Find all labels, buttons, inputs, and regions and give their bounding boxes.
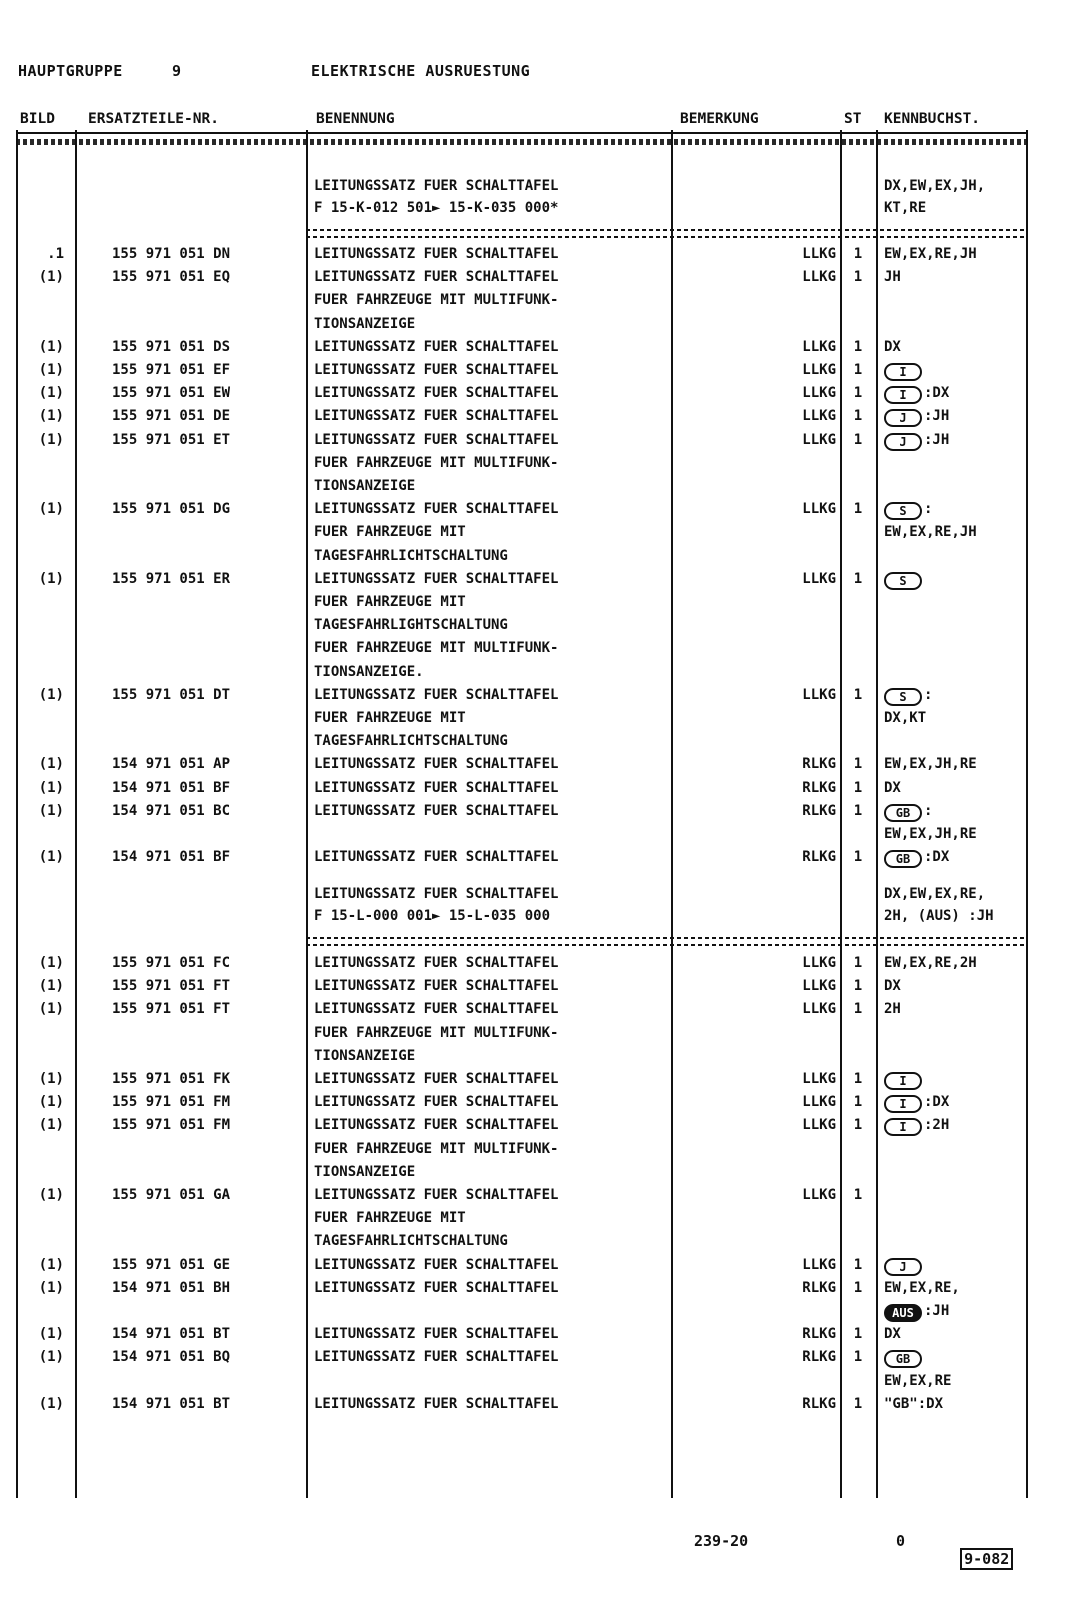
description: LEITUNGSSATZ FUER SCHALTTAFEL — [314, 1326, 559, 1343]
bild-ref: .1 — [47, 246, 64, 262]
description: LEITUNGSSATZ FUER SCHALTTAFEL — [314, 338, 559, 355]
code-cell — [884, 1394, 943, 1414]
quantity: 1 — [853, 978, 863, 995]
code-cell — [884, 1115, 949, 1136]
code-cell — [884, 1347, 924, 1368]
col-kennbuchst: KENNBUCHST. — [884, 111, 981, 127]
remark: RLKG — [802, 802, 836, 819]
code-cell — [884, 1324, 901, 1344]
bild-ref: (1) — [38, 338, 64, 355]
part-number: 155 971 051 FC — [112, 955, 231, 971]
bild-ref: (1) — [38, 1279, 64, 1296]
col-bemerkung: BEMERKUNG — [680, 111, 759, 127]
description: FUER FAHRZEUGE MIT — [314, 710, 466, 726]
description: LEITUNGSSATZ FUER SCHALTTAFEL — [314, 978, 559, 995]
code-cell — [884, 1092, 949, 1113]
code-cell — [884, 1278, 960, 1298]
description: TIONSANZEIGE — [314, 1047, 416, 1064]
quantity: 1 — [853, 1071, 863, 1087]
description: LEITUNGSSATZ FUER SCHALTTAFEL — [314, 246, 559, 262]
section-separator — [306, 937, 1028, 939]
code-cell — [884, 1255, 924, 1276]
code-letters: EW,EX,RE, — [884, 1279, 960, 1296]
part-number: 155 971 051 GE — [112, 1256, 231, 1273]
country-code-badge: J — [884, 1258, 922, 1276]
country-code-badge: I — [884, 1095, 922, 1113]
bild-ref: (1) — [38, 686, 64, 703]
code-cell — [884, 685, 932, 706]
col-line — [1026, 130, 1028, 1498]
remark: LLKG — [802, 955, 836, 971]
section-separator — [306, 229, 1028, 231]
description: LEITUNGSSATZ FUER SCHALTTAFEL — [314, 385, 559, 402]
description: LEITUNGSSATZ FUER SCHALTTAFEL — [314, 362, 559, 378]
description: LEITUNGSSATZ FUER SCHALTTAFEL — [314, 570, 559, 587]
description: LEITUNGSSATZ FUER SCHALTTAFEL — [314, 1349, 559, 1366]
country-code-badge: I — [884, 363, 922, 381]
quantity: 1 — [853, 431, 863, 448]
description: LEITUNGSSATZ FUER SCHALTTAFEL — [314, 1256, 559, 1273]
description: LEITUNGSSATZ FUER SCHALTTAFEL — [314, 501, 559, 518]
bild-ref: (1) — [38, 570, 64, 587]
description: FUER FAHRZEUGE MIT — [314, 594, 466, 610]
code-cell — [884, 337, 901, 357]
page-reference: 239-20 — [694, 1532, 749, 1550]
part-number: 154 971 051 BT — [112, 1395, 231, 1412]
bild-ref: (1) — [38, 955, 64, 971]
description: LEITUNGSSATZ FUER SCHALTTAFEL — [314, 1117, 559, 1134]
country-code-badge: GB — [884, 850, 922, 868]
part-number: 155 971 051 EQ — [112, 269, 231, 286]
quantity: 1 — [853, 1117, 863, 1134]
description: FUER FAHRZEUGE MIT — [314, 524, 466, 541]
code-letters: : — [924, 686, 933, 703]
col-line — [840, 130, 842, 1498]
remark: LLKG — [802, 338, 836, 355]
code-cell — [884, 522, 977, 542]
quantity: 1 — [853, 849, 863, 866]
part-number: 155 971 051 FM — [112, 1117, 231, 1134]
remark: LLKG — [802, 1071, 836, 1087]
bild-ref: (1) — [38, 408, 64, 425]
description: LEITUNGSSATZ FUER SCHALTTAFEL — [314, 1187, 559, 1203]
remark: RLKG — [802, 1279, 836, 1296]
code-letters: :2H — [924, 1117, 950, 1134]
quantity: 1 — [853, 408, 863, 425]
code-letters: :DX — [924, 1094, 950, 1111]
code-letters: :DX — [924, 849, 950, 866]
code-cell — [884, 430, 949, 451]
bild-ref: (1) — [38, 501, 64, 518]
remark: RLKG — [802, 1349, 836, 1366]
part-number: 154 971 051 BC — [112, 802, 231, 819]
bild-ref: (1) — [38, 849, 64, 866]
code-letters: EW,EX,RE,2H — [884, 955, 977, 971]
quantity: 1 — [853, 385, 863, 402]
section-separator — [306, 944, 1028, 946]
code-letters: EW,EX,RE,JH — [884, 246, 977, 262]
description: LEITUNGSSATZ FUER SCHALTTAFEL — [314, 1001, 559, 1018]
quantity: 1 — [853, 570, 863, 587]
code-letters: :JH — [924, 1303, 950, 1319]
remark: LLKG — [802, 1256, 836, 1273]
code-cell — [884, 1069, 924, 1090]
sheet-number: 9-082 — [960, 1548, 1013, 1570]
bild-ref: (1) — [38, 1071, 64, 1087]
bild-ref: (1) — [38, 1187, 64, 1203]
code-cell — [884, 267, 901, 287]
country-code-badge: S — [884, 572, 922, 590]
part-number: 155 971 051 EF — [112, 362, 231, 378]
code-cell — [884, 754, 977, 774]
hauptgruppe-number: 9 — [172, 62, 182, 80]
section-serial-range: F 15-K-012 501► 15-K-035 000* — [314, 200, 559, 216]
code-letters: : — [924, 501, 933, 518]
quantity: 1 — [853, 1326, 863, 1343]
remark: LLKG — [802, 686, 836, 703]
code-cell — [884, 1371, 951, 1391]
code-letters: DX — [884, 978, 901, 995]
code-cell — [884, 383, 949, 404]
part-number: 154 971 051 BF — [112, 849, 231, 866]
col-benennung: BENENNUNG — [316, 111, 395, 127]
col-line — [306, 130, 308, 1498]
code-letters: :JH — [924, 431, 950, 448]
code-letters: EW,EX,JH,RE — [884, 756, 977, 773]
country-code-badge: GB — [884, 1350, 922, 1368]
remark: LLKG — [802, 978, 836, 995]
part-number: 154 971 051 AP — [112, 756, 231, 773]
section-codes: 2H, (AUS) :JH — [884, 908, 994, 924]
part-number: 155 971 051 FM — [112, 1094, 231, 1111]
description: TAGESFAHRLICHTSCHALTUNG — [314, 547, 508, 564]
country-code-badge: S — [884, 502, 922, 520]
description: TIONSANZEIGE. — [314, 663, 424, 680]
part-number: 155 971 051 FK — [112, 1071, 231, 1087]
part-number: 155 971 051 EW — [112, 385, 231, 402]
code-letters: :JH — [924, 408, 950, 425]
code-cell — [884, 569, 924, 590]
remark: LLKG — [802, 570, 836, 587]
quantity: 1 — [853, 1187, 863, 1203]
remark: RLKG — [802, 849, 836, 866]
description: FUER FAHRZEUGE MIT MULTIFUNK- — [314, 454, 559, 471]
bild-ref: (1) — [38, 1001, 64, 1018]
description: TIONSANZEIGE — [314, 1163, 416, 1180]
part-number: 155 971 051 ET — [112, 431, 231, 448]
quantity: 1 — [853, 756, 863, 773]
section-codes: DX,EW,EX,RE, — [884, 886, 986, 902]
code-letters: : — [924, 802, 933, 819]
code-cell — [884, 976, 901, 996]
bild-ref: (1) — [38, 431, 64, 448]
code-letters: 2H — [884, 1001, 901, 1018]
description: LEITUNGSSATZ FUER SCHALTTAFEL — [314, 756, 559, 773]
remark: LLKG — [802, 246, 836, 262]
code-letters: JH — [884, 269, 901, 286]
bild-ref: (1) — [38, 1326, 64, 1343]
description: TIONSANZEIGE — [314, 478, 416, 494]
code-letters: EW,EX,RE,JH — [884, 524, 977, 541]
code-letters: DX — [884, 779, 901, 796]
bild-ref: (1) — [38, 362, 64, 378]
col-ersatzteil: ERSATZTEILE-NR. — [88, 111, 219, 127]
description: LEITUNGSSATZ FUER SCHALTTAFEL — [314, 1094, 559, 1111]
country-code-badge: I — [884, 1118, 922, 1136]
description: LEITUNGSSATZ FUER SCHALTTAFEL — [314, 1395, 559, 1412]
part-number: 155 971 051 DT — [112, 686, 231, 703]
part-number: 154 971 051 BF — [112, 779, 231, 796]
remark: LLKG — [802, 362, 836, 378]
code-letters: DX — [884, 1326, 901, 1343]
part-number: 155 971 051 DS — [112, 338, 231, 355]
remark: RLKG — [802, 1395, 836, 1412]
quantity: 1 — [853, 802, 863, 819]
description: FUER FAHRZEUGE MIT MULTIFUNK- — [314, 292, 559, 309]
quantity: 1 — [853, 1395, 863, 1412]
bild-ref: (1) — [38, 756, 64, 773]
part-number: 155 971 051 DE — [112, 408, 231, 425]
remark: LLKG — [802, 501, 836, 518]
description: LEITUNGSSATZ FUER SCHALTTAFEL — [314, 408, 559, 425]
country-code-badge: S — [884, 688, 922, 706]
code-letters: EW,EX,JH,RE — [884, 826, 977, 842]
part-number: 154 971 051 BH — [112, 1279, 231, 1296]
description: TAGESFAHRLIGHTSCHALTUNG — [314, 617, 508, 634]
description: FUER FAHRZEUGE MIT MULTIFUNK- — [314, 1140, 559, 1157]
bild-ref: (1) — [38, 385, 64, 402]
code-cell — [884, 360, 924, 381]
part-number: 154 971 051 BQ — [112, 1349, 231, 1366]
col-line — [876, 130, 878, 1498]
part-number: 155 971 051 GA — [112, 1187, 231, 1203]
code-cell — [884, 801, 932, 822]
quantity: 1 — [853, 269, 863, 286]
description: FUER FAHRZEUGE MIT MULTIFUNK- — [314, 1024, 559, 1041]
bild-ref: (1) — [38, 269, 64, 286]
page-title: ELEKTRISCHE AUSRUESTUNG — [311, 62, 531, 80]
code-letters: DX — [884, 338, 901, 355]
bild-ref: (1) — [38, 802, 64, 819]
remark: LLKG — [802, 408, 836, 425]
part-number: 154 971 051 BT — [112, 1326, 231, 1343]
quantity: 1 — [853, 1001, 863, 1018]
description: LEITUNGSSATZ FUER SCHALTTAFEL — [314, 686, 559, 703]
section-codes: DX,EW,EX,JH, — [884, 178, 986, 194]
col-st: ST — [844, 111, 862, 127]
quantity: 1 — [853, 1349, 863, 1366]
col-line — [671, 130, 673, 1498]
description: LEITUNGSSATZ FUER SCHALTTAFEL — [314, 955, 559, 971]
description: FUER FAHRZEUGE MIT MULTIFUNK- — [314, 640, 559, 657]
section-separator — [306, 236, 1028, 238]
code-cell — [884, 847, 949, 868]
part-number: 155 971 051 FT — [112, 978, 231, 995]
remark: LLKG — [802, 431, 836, 448]
remark: RLKG — [802, 1326, 836, 1343]
hauptgruppe-label: HAUPTGRUPPE — [18, 62, 123, 80]
code-cell — [884, 406, 949, 427]
description: LEITUNGSSATZ FUER SCHALTTAFEL — [314, 1071, 559, 1087]
bild-ref: (1) — [38, 1094, 64, 1111]
country-code-badge: GB — [884, 804, 922, 822]
description: LEITUNGSSATZ FUER SCHALTTAFEL — [314, 849, 559, 866]
col-line — [16, 130, 18, 1498]
quantity: 1 — [853, 1256, 863, 1273]
quantity: 1 — [853, 686, 863, 703]
description: TIONSANZEIGE — [314, 315, 416, 332]
country-code-badge: J — [884, 433, 922, 451]
quantity: 1 — [853, 1279, 863, 1296]
section-serial-range: F 15-L-000 001► 15-L-035 000 — [314, 908, 551, 924]
part-number: 155 971 051 DG — [112, 501, 231, 518]
remark: RLKG — [802, 779, 836, 796]
sheet-prefix: 0 — [896, 1532, 906, 1550]
description: FUER FAHRZEUGE MIT — [314, 1210, 466, 1227]
code-cell — [884, 1301, 949, 1322]
remark: LLKG — [802, 1001, 836, 1018]
description: TAGESFAHRLICHTSCHALTUNG — [314, 1233, 508, 1250]
section-title: LEITUNGSSATZ FUER SCHALTTAFEL — [314, 886, 559, 902]
quantity: 1 — [853, 246, 863, 262]
description: LEITUNGSSATZ FUER SCHALTTAFEL — [314, 269, 559, 286]
part-number: 155 971 051 FT — [112, 1001, 231, 1018]
description: LEITUNGSSATZ FUER SCHALTTAFEL — [314, 431, 559, 448]
code-cell — [884, 824, 977, 844]
quantity: 1 — [853, 955, 863, 971]
quantity: 1 — [853, 1094, 863, 1111]
country-code-badge: J — [884, 409, 922, 427]
quantity: 1 — [853, 338, 863, 355]
remark: LLKG — [802, 1094, 836, 1111]
col-line — [75, 130, 77, 1498]
quantity: 1 — [853, 362, 863, 378]
description: TAGESFAHRLICHTSCHALTUNG — [314, 733, 508, 750]
country-code-badge: I — [884, 386, 922, 404]
code-cell — [884, 244, 977, 264]
col-bild: BILD — [20, 111, 55, 127]
code-letters: DX,KT — [884, 710, 927, 726]
code-cell — [884, 708, 926, 728]
code-cell — [884, 953, 977, 973]
description: LEITUNGSSATZ FUER SCHALTTAFEL — [314, 1279, 559, 1296]
bild-ref: (1) — [38, 978, 64, 995]
code-cell — [884, 999, 901, 1019]
country-code-badge: AUS — [884, 1304, 922, 1322]
bild-ref: (1) — [38, 1395, 64, 1412]
bild-ref: (1) — [38, 1349, 64, 1366]
quantity: 1 — [853, 501, 863, 518]
country-code-badge: I — [884, 1072, 922, 1090]
remark: LLKG — [802, 269, 836, 286]
code-letters: :DX — [924, 385, 950, 402]
remark: LLKG — [802, 1187, 836, 1203]
bild-ref: (1) — [38, 779, 64, 796]
section-codes: KT,RE — [884, 200, 927, 216]
code-letters: "GB":DX — [884, 1395, 944, 1412]
code-cell — [884, 499, 932, 520]
quantity: 1 — [853, 779, 863, 796]
bild-ref: (1) — [38, 1256, 64, 1273]
remark: LLKG — [802, 1117, 836, 1134]
part-number: 155 971 051 DN — [112, 246, 231, 262]
remark: LLKG — [802, 385, 836, 402]
bild-ref: (1) — [38, 1117, 64, 1134]
code-letters: EW,EX,RE — [884, 1372, 952, 1389]
description: LEITUNGSSATZ FUER SCHALTTAFEL — [314, 779, 559, 796]
section-title: LEITUNGSSATZ FUER SCHALTTAFEL — [314, 178, 559, 194]
part-number: 155 971 051 ER — [112, 570, 231, 587]
sheet-number-box — [924, 1532, 1013, 1586]
remark: RLKG — [802, 756, 836, 773]
description: LEITUNGSSATZ FUER SCHALTTAFEL — [314, 802, 559, 819]
code-cell — [884, 778, 901, 798]
